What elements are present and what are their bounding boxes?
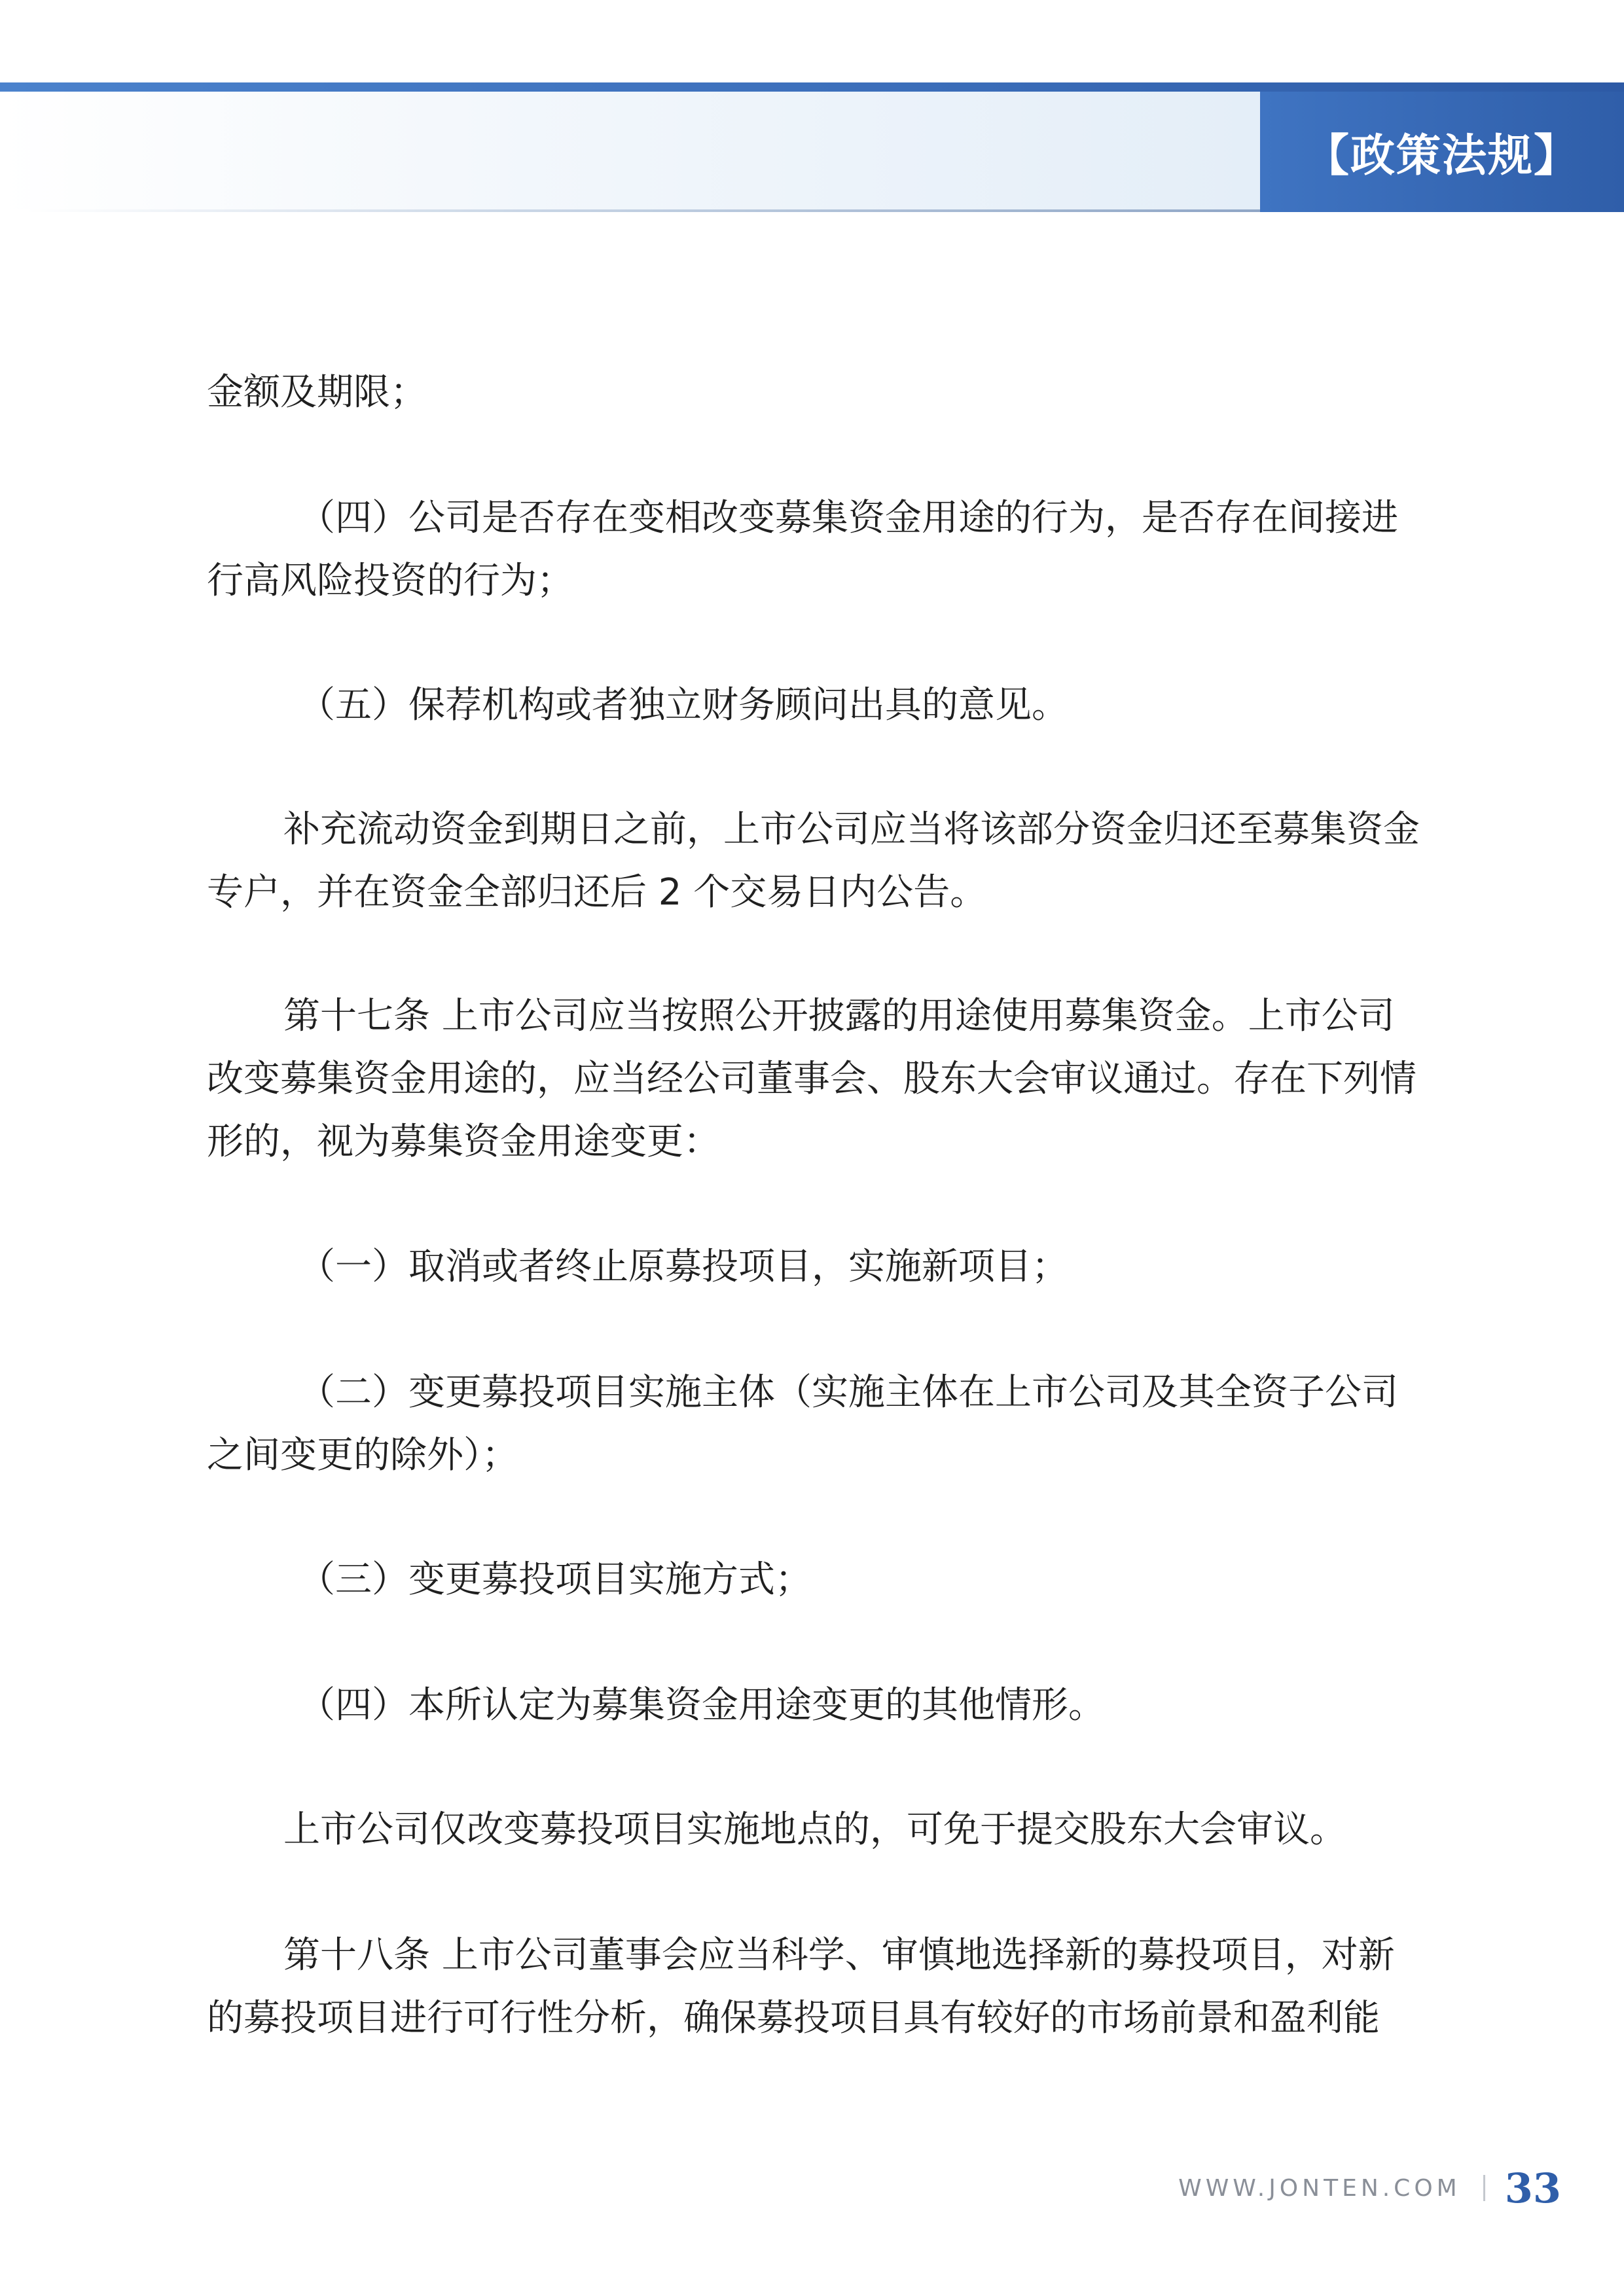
paragraph: 第十八条 上市公司董事会应当科学、审慎地选择新的募投项目，对新的募投项目进行可行性分析，确保募投项目具有较好的市场前景和盈利能 xyxy=(207,1934,1395,2039)
paragraph: （四）公司是否存在变相改变募集资金用途的行为，是否存在间接进行高风险投资的行为； xyxy=(207,497,1398,602)
section-tab xyxy=(1260,92,1624,212)
page-footer xyxy=(1178,2159,1561,2217)
header-divider xyxy=(26,209,1260,212)
header-accent-line xyxy=(0,82,1624,92)
paragraph: 补充流动资金到期日之前，上市公司应当将该部分资金归还至募集资金专户，并在资金全部归还后 2 个交易日内公告。 xyxy=(207,808,1420,914)
page-number: 33 xyxy=(1504,2164,1561,2212)
paragraph: 上市公司仅改变募投项目实施地点的，可免于提交股东大会审议。 xyxy=(283,1808,1346,1851)
paragraph: （二）变更募投项目实施主体（实施主体在上市公司及其全资子公司之间变更的除外）； xyxy=(207,1371,1398,1477)
paragraph: （一）取消或者终止原募投项目，实施新项目； xyxy=(298,1246,1068,1288)
website-link[interactable]: WWW.JONTEN.COM xyxy=(1178,2174,1461,2202)
paragraph: （三）变更募投项目实施方式； xyxy=(298,1558,812,1601)
paragraph: 金额及期限； xyxy=(207,371,427,414)
footer-separator xyxy=(1483,2175,1485,2201)
section-tab-label: 【政策法规】 xyxy=(1304,129,1579,182)
paragraph: （四）本所认定为募集资金用途变更的其他情形。 xyxy=(298,1684,1105,1727)
paragraph: 第十七条 上市公司应当按照公开披露的用途使用募集资金。上市公司改变募集资金用途的，应当经公司董事会、股东大会审议通过。存在下列情形的，视为募集资金用途变更： xyxy=(207,995,1416,1163)
header-band xyxy=(0,92,1260,209)
paragraph: （五）保荐机构或者独立财务顾问出具的意见。 xyxy=(298,684,1068,726)
